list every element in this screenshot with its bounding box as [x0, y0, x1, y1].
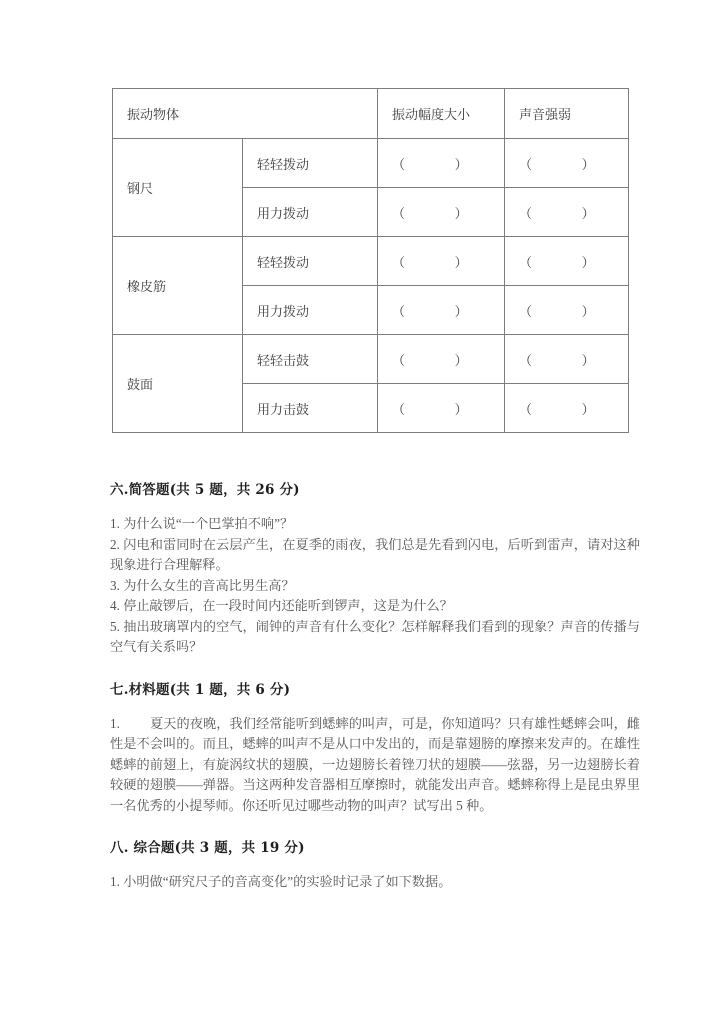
spacer — [110, 498, 640, 514]
section-heading-eight: 八. 综合题(共 3 题，共 19 分) — [110, 840, 305, 856]
table-row — [113, 335, 629, 384]
amplitude-answer-cell[interactable]: （ ） — [378, 237, 505, 286]
action-label-cell: 用力击鼓 — [243, 384, 378, 433]
amplitude-answer-cell[interactable]: （ ） — [378, 139, 505, 188]
amplitude-answer-cell[interactable]: （ ） — [378, 384, 505, 433]
sound-answer-cell[interactable]: （ ） — [505, 188, 629, 237]
amplitude-answer-cell[interactable]: （ ） — [378, 188, 505, 237]
material-item-number: 1. — [110, 715, 120, 731]
table-header-row — [113, 89, 629, 139]
question-item: 1. 为什么说“一个巴掌拍不响”？ — [110, 516, 294, 531]
object-label-cell: 鼓面 — [113, 335, 243, 433]
spacer — [110, 698, 640, 714]
question-content — [110, 478, 640, 893]
header-cell-amplitude: 振动幅度大小 — [378, 89, 505, 139]
sound-answer-cell[interactable]: （ ） — [505, 237, 629, 286]
material-paragraph — [110, 714, 640, 817]
sound-answer-cell[interactable]: （ ） — [505, 335, 629, 384]
question-item: 2. 闪电和雷同时在云层产生，在夏季的雨夜，我们总是先看到闪电，后听到雷声，请对这种现象进行合理解释。 — [110, 536, 640, 572]
action-label-cell: 用力拨动 — [243, 188, 378, 237]
question-item: 3. 为什么女生的音高比男生高？ — [110, 577, 295, 593]
spacer — [110, 856, 640, 872]
material-item-text: 夏天的夜晚，我们经常能听到蟋蟀的叫声，可是，你知道吗？只有雄性蟋蟀会叫，雌性是不会叫的。而且，蟋蟀的叫声不是从口中发出的，而是靠翅膀的摩擦来发声的。在雄性蟋蟀的前翅上，有旋涡纹状的翅膜，一边翅膀长着锉刀状的翅膜——弦器，另一边翅膀长着较硬的翅膜——弹器。当这两种发音器相互摩擦时，就能发出声音。蟋蟀称得上是昆虫界里一名优秀的小提琴师。你还听见过哪些动物的叫声？试写出 5 种。 — [110, 715, 640, 813]
question-item: 4. 停止敲锣后，在一段时间内还能听到锣声，这是为什么？ — [110, 598, 453, 613]
action-label-cell: 用力拨动 — [243, 286, 378, 335]
amplitude-answer-cell[interactable]: （ ） — [378, 335, 505, 384]
question-item: 5. 抽出玻璃罩内的空气，闹钟的声音有什么变化？怎样解释我们看到的现象？声音的传播与空气有关系吗？ — [110, 618, 640, 654]
sound-answer-cell[interactable]: （ ） — [505, 139, 629, 188]
record-table-container — [112, 88, 628, 433]
amplitude-answer-cell[interactable]: （ ） — [378, 286, 505, 335]
section-heading-six: 六.简答题(共 5 题，共 26 分) — [110, 482, 300, 498]
vibration-sound-record-table — [112, 88, 629, 433]
table-row — [113, 139, 629, 188]
section-heading-seven: 七.材料题(共 1 题，共 6 分) — [110, 681, 291, 698]
header-cell-sound: 声音强弱 — [505, 89, 629, 139]
action-label-cell: 轻轻击鼓 — [243, 335, 378, 384]
spacer — [110, 658, 640, 678]
sound-answer-cell[interactable]: （ ） — [505, 286, 629, 335]
header-cell-object: 振动物体 — [113, 89, 378, 139]
spacer — [110, 816, 640, 836]
object-label-cell: 钢尺 — [113, 139, 243, 237]
sound-answer-cell[interactable]: （ ） — [505, 384, 629, 433]
section-six-questions — [110, 514, 640, 658]
object-label-cell: 橡皮筋 — [113, 237, 243, 335]
table-row — [113, 237, 629, 286]
action-label-cell: 轻轻拨动 — [243, 139, 378, 188]
action-label-cell: 轻轻拨动 — [243, 237, 378, 286]
question-item: 1. 小明做“研究尺子的音高变化”的实验时记录了如下数据。 — [110, 874, 452, 889]
